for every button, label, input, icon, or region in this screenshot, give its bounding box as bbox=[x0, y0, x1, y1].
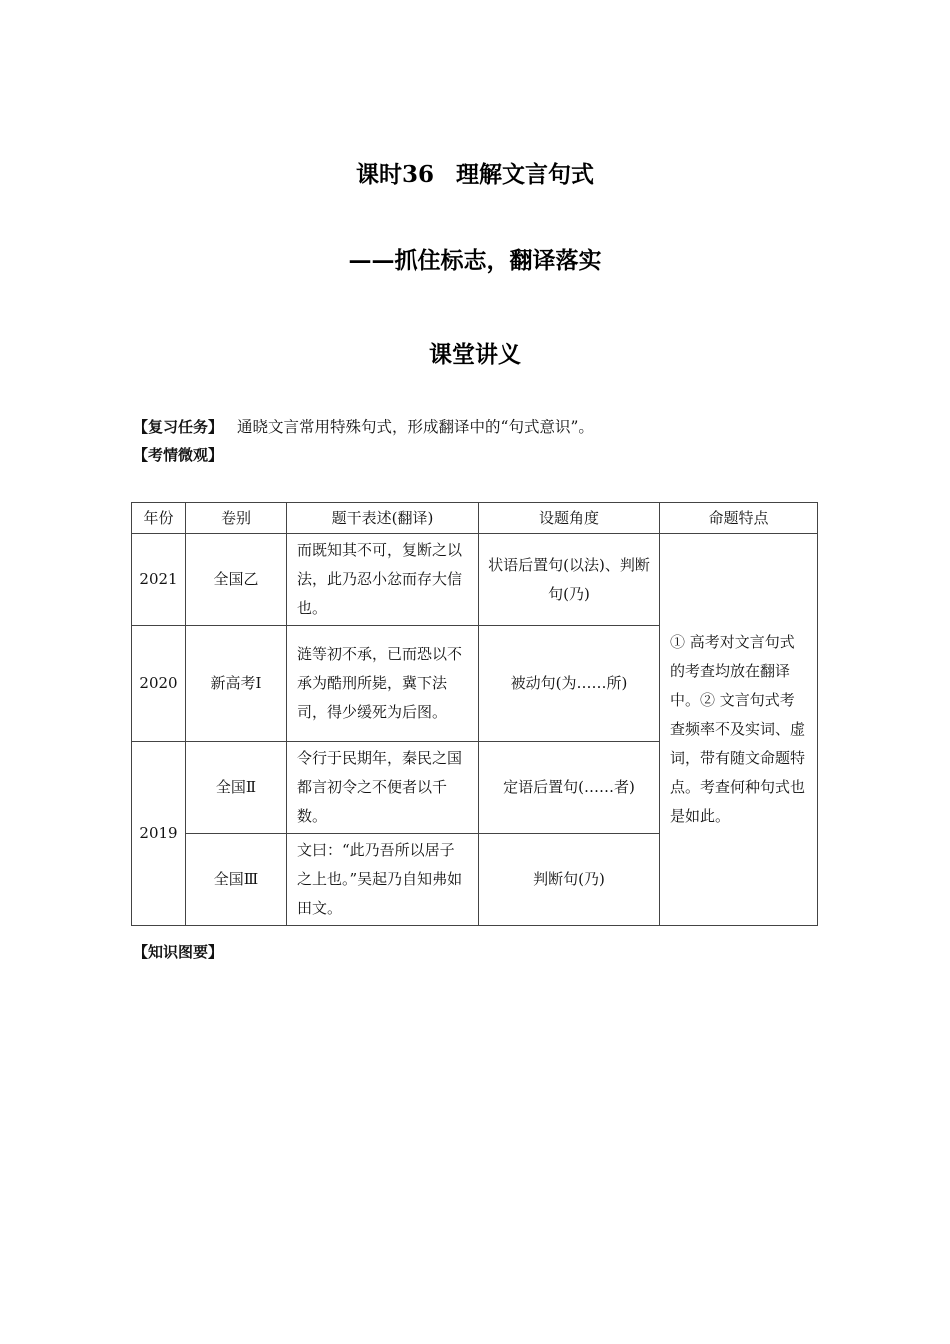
knowledge-label: 【知识图要】 bbox=[133, 943, 224, 961]
lesson-number: 课时36 bbox=[355, 161, 434, 188]
header-angle: 设题角度 bbox=[479, 503, 660, 534]
review-label: 【复习任务】 bbox=[133, 418, 224, 436]
header-feature: 命题特点 bbox=[660, 503, 818, 534]
header-paper: 卷别 bbox=[186, 503, 287, 534]
cell-angle: 被动句(为……所) bbox=[479, 626, 660, 742]
cell-sentence: 文曰：“此乃吾所以居子之上也。”吴起乃自知弗如田文。 bbox=[287, 834, 479, 926]
review-text: 通晓文言常用特殊句式，形成翻译中的“句式意识”。 bbox=[237, 418, 594, 436]
table-row bbox=[132, 534, 818, 626]
cell-year: 2019 bbox=[132, 742, 186, 926]
cell-year: 2020 bbox=[132, 626, 186, 742]
cell-paper: 全国Ⅱ bbox=[186, 742, 287, 834]
header-sentence: 题干表述(翻译) bbox=[287, 503, 479, 534]
cell-paper: 全国Ⅲ bbox=[186, 834, 287, 926]
cell-angle: 判断句(乃) bbox=[479, 834, 660, 926]
table-header-row bbox=[132, 503, 818, 534]
cell-feature: ① 高考对文言句式的考查均放在翻译中。② 文言句式考查频率不及实词、虚词，带有随文命题特点。考查何种句式也是如此。 bbox=[660, 534, 818, 926]
cell-sentence: 而既知其不可，复断之以法，此乃忍小忿而存大信也。 bbox=[287, 534, 479, 626]
lesson-name: 理解文言句式 bbox=[456, 161, 594, 188]
review-task bbox=[133, 415, 594, 437]
subtitle: ——抓住标志，翻译落实 bbox=[348, 247, 602, 274]
cell-sentence: 涟等初不承，已而恐以不承为酷刑所毙，冀下法司，得少缓死为后图。 bbox=[287, 626, 479, 742]
lesson-title bbox=[0, 156, 950, 189]
cell-paper: 新高考Ⅰ bbox=[186, 626, 287, 742]
header-year: 年份 bbox=[132, 503, 186, 534]
exam-label: 【考情微观】 bbox=[133, 446, 224, 464]
cell-sentence: 令行于民期年，秦民之国都言初令之不便者以千数。 bbox=[287, 742, 479, 834]
exam-table bbox=[131, 502, 818, 926]
cell-paper: 全国乙 bbox=[186, 534, 287, 626]
cell-year: 2021 bbox=[132, 534, 186, 626]
cell-angle: 定语后置句(……者) bbox=[479, 742, 660, 834]
section-title: 课堂讲义 bbox=[429, 341, 521, 368]
cell-angle: 状语后置句(以法)、判断句(乃) bbox=[479, 534, 660, 626]
